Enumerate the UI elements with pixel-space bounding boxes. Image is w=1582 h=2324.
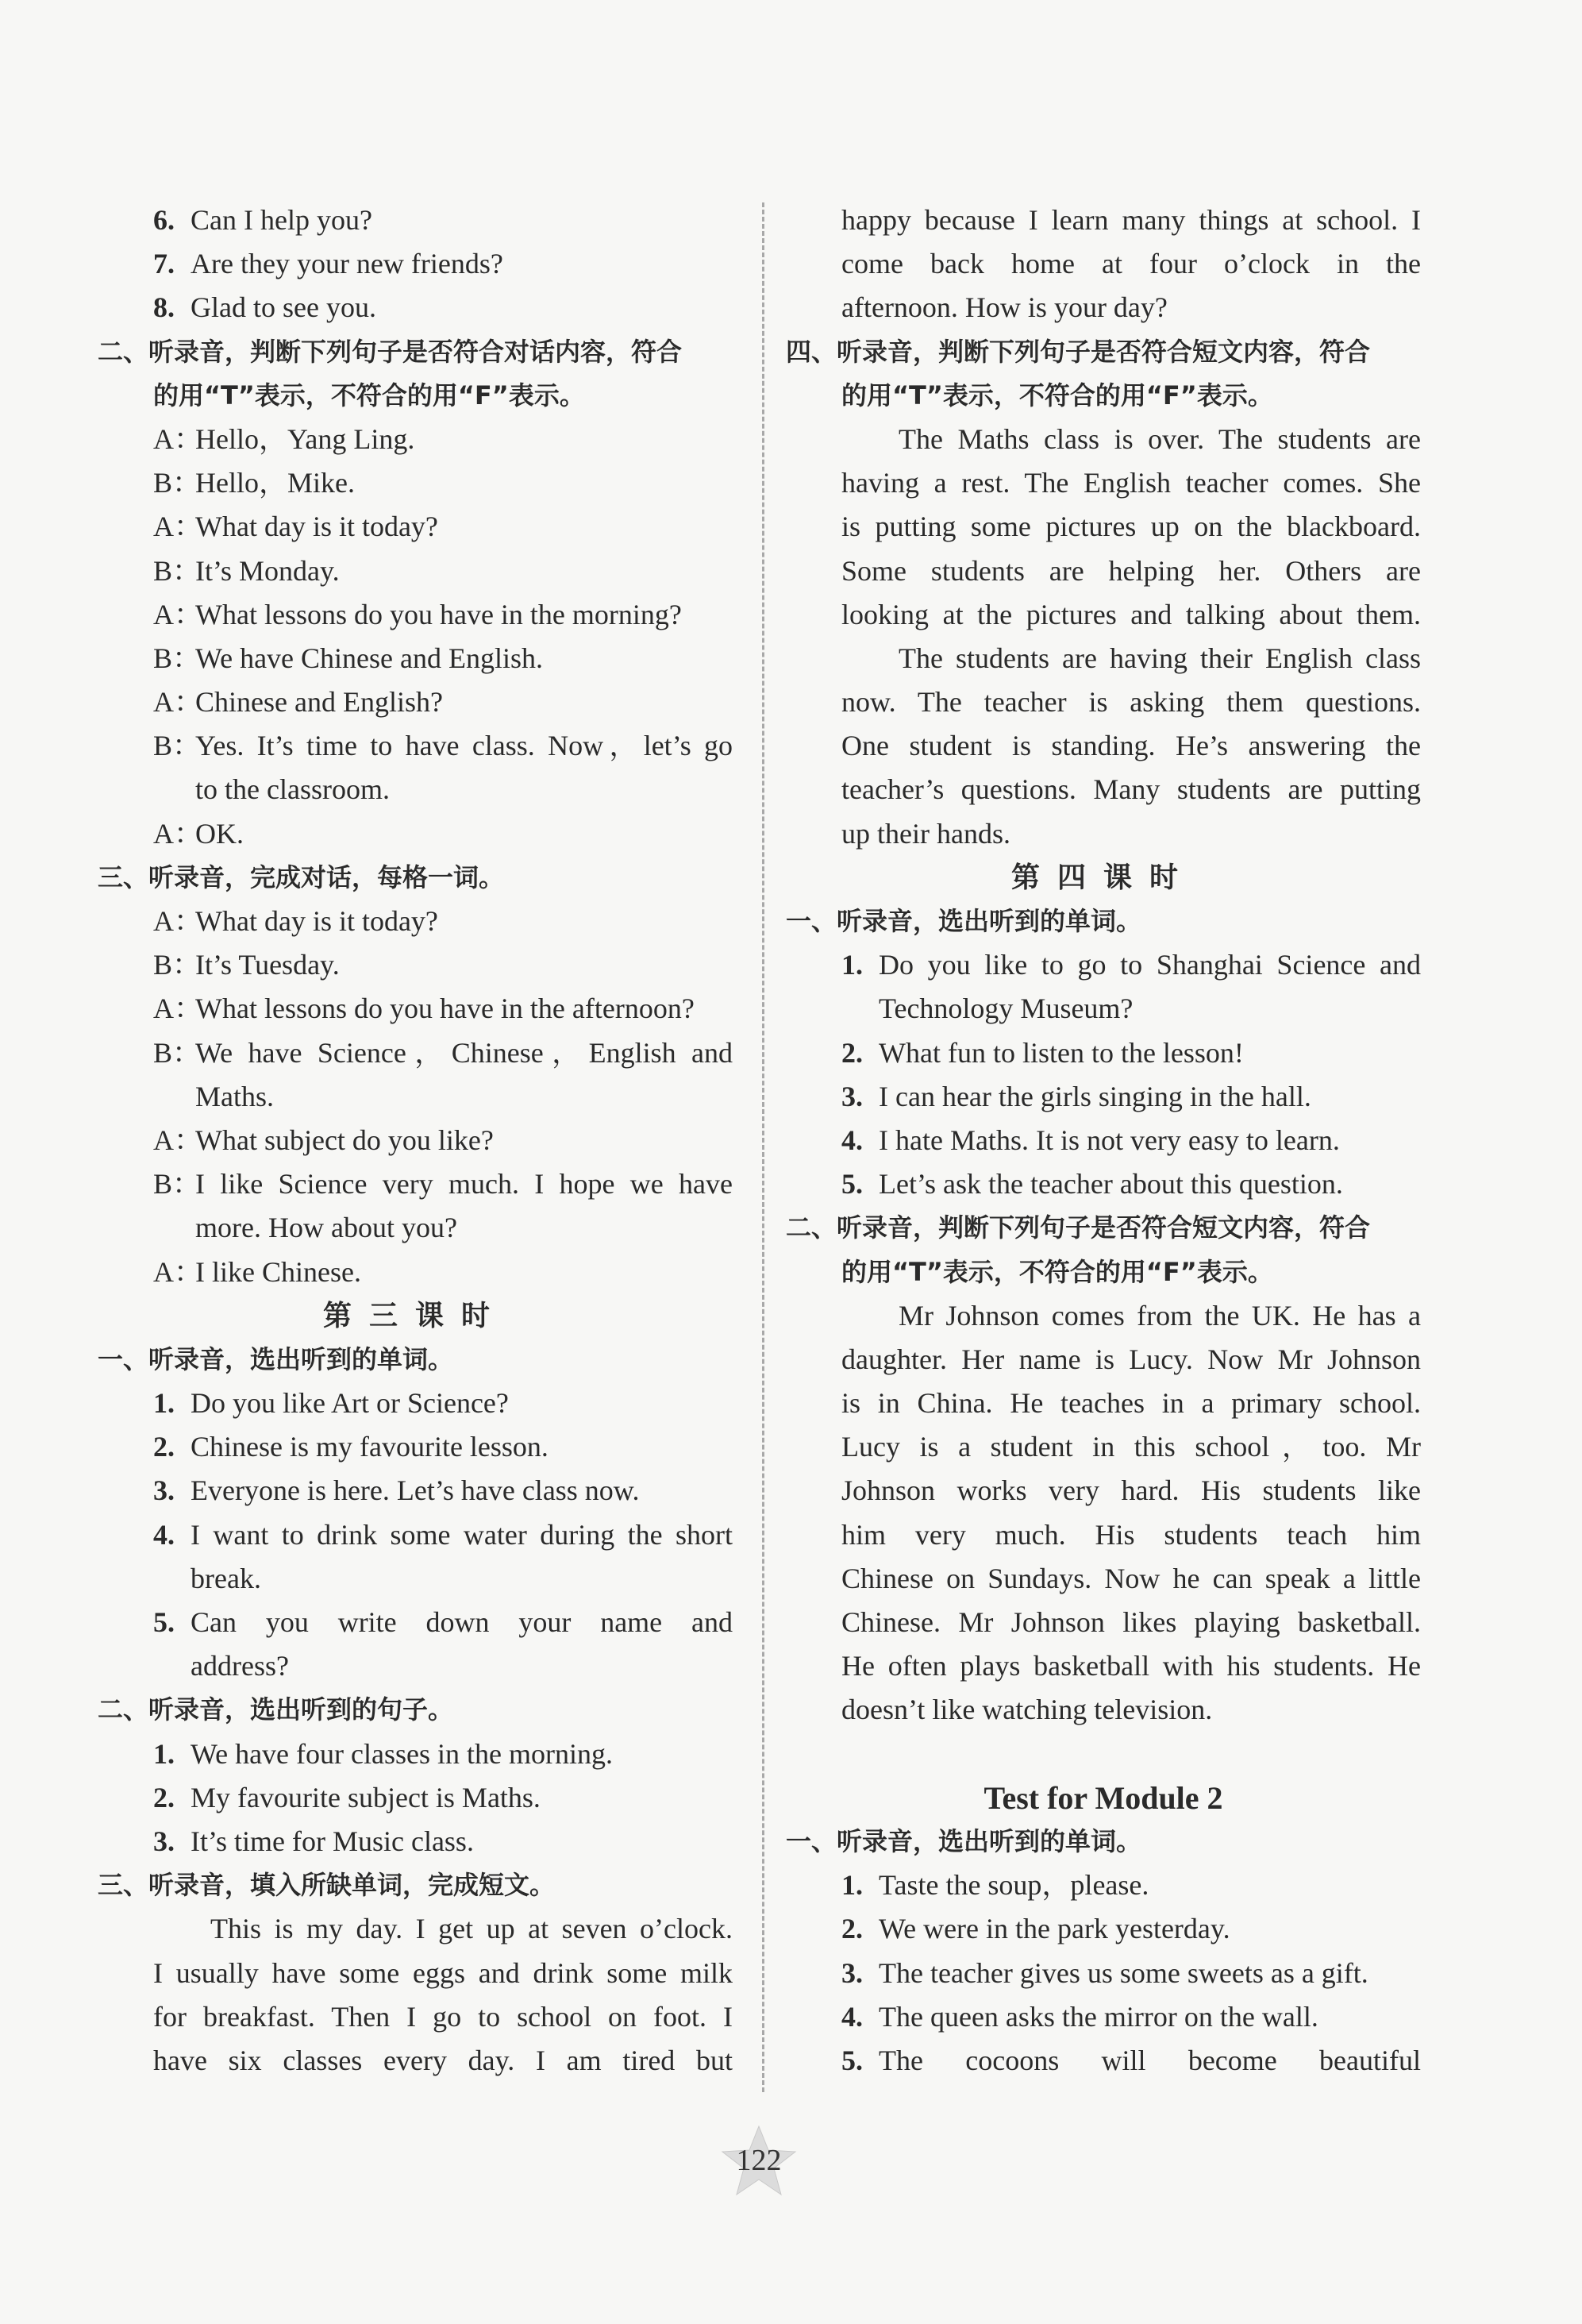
passage-line: Johnson works very hard. His students like (841, 1474, 1421, 1507)
page-number-badge (719, 2125, 799, 2196)
dialogue-line (98, 637, 733, 680)
item-number: 5. (841, 2044, 863, 2076)
speaker-label: A： (153, 422, 202, 455)
item-text: Glad to see you. (191, 291, 376, 324)
list-item (786, 1907, 1421, 1951)
dialogue-text: Hello，Yang Ling. (195, 422, 415, 455)
passage-line: Chinese. Mr Johnson likes playing basketball. (841, 1606, 1421, 1638)
list-item (98, 286, 733, 330)
dialogue-line (98, 768, 733, 811)
section-heading: 的用“T”表示，不符合的用“F”表示。 (841, 1256, 1273, 1287)
dialogue-text: I like Chinese. (195, 1255, 361, 1288)
dialogue-text: Chinese and English? (195, 686, 443, 719)
lesson-title: 第三课时 (322, 1299, 507, 1332)
passage-line: him very much. His students teach him (841, 1518, 1421, 1551)
item-text: Can I help you? (191, 204, 372, 236)
dialogue-line (98, 549, 733, 593)
right-column (786, 198, 1421, 2083)
item-text: Technology Museum? (879, 992, 1134, 1025)
passage-line: teacher’s questions. Many students are putting (841, 773, 1421, 806)
passage-line: One student is standing. He’s answering the (841, 730, 1421, 762)
dialogue-line (98, 461, 733, 505)
passage-line: afternoon. How is your day? (841, 291, 1168, 324)
speaker-label: A： (153, 992, 202, 1025)
dialogue-text: more. How about you? (195, 1212, 457, 1244)
speaker-label: B： (153, 554, 202, 587)
list-item (786, 1995, 1421, 2039)
passage-line: come back home at four o’clock in the (841, 248, 1421, 280)
item-text: Do you like Art or Science? (191, 1387, 509, 1420)
dialogue-line (98, 1206, 733, 1250)
list-item (786, 2039, 1421, 2083)
dialogue-text: What lessons do you have in the afternoon? (195, 992, 695, 1025)
item-number: 1. (841, 949, 863, 981)
dialogue-text: It’s Monday. (195, 554, 340, 587)
list-item (98, 1469, 733, 1513)
speaker-label: A： (153, 905, 202, 937)
item-number: 4. (841, 1123, 863, 1156)
item-text: What fun to listen to the lesson! (879, 1036, 1244, 1069)
dialogue-text: What day is it today? (195, 905, 438, 937)
column-divider (762, 202, 764, 2092)
dialogue-line (98, 943, 733, 987)
passage-line: for breakfast. Then I go to school on foot. I (153, 2000, 733, 2033)
item-number: 2. (153, 1431, 175, 1463)
list-item (98, 1732, 733, 1776)
item-number: 5. (153, 1606, 175, 1638)
item-number: 1. (841, 1869, 863, 1902)
item-number: 5. (841, 1168, 863, 1201)
speaker-label: A： (153, 1255, 202, 1288)
item-number: 3. (841, 1956, 863, 1989)
item-number: 8. (153, 291, 175, 324)
dialogue-line (98, 1031, 733, 1075)
item-number: 1. (153, 1737, 175, 1770)
dialogue-line (98, 505, 733, 549)
list-item (98, 1557, 733, 1601)
section-heading: 三、听录音，完成对话，每格一词。 (98, 861, 505, 892)
section-heading: 三、听录音，填入所缺单词，完成短文。 (98, 1870, 556, 1901)
passage-line: daughter. Her name is Lucy. Now Mr Johnson (841, 1343, 1421, 1375)
item-number: 2. (153, 1781, 175, 1813)
speaker-label: B： (153, 949, 202, 981)
passage-line: Chinese on Sundays. Now he can speak a little (841, 1562, 1421, 1594)
dialogue-text: I like Science very much. I hope we have (195, 1168, 733, 1201)
dialogue-line (98, 812, 733, 856)
dialogue-text: What day is it today? (195, 511, 438, 543)
item-number: 4. (841, 2000, 863, 2033)
item-text: Chinese is my favourite lesson. (191, 1431, 549, 1463)
passage-line: looking at the pictures and talking about them. (841, 598, 1421, 630)
list-item (98, 1382, 733, 1425)
section-heading: 的用“T”表示，不符合的用“F”表示。 (153, 380, 585, 410)
item-number: 6. (153, 204, 175, 236)
passage-line: Lucy is a student in this school，too. Mr (841, 1431, 1421, 1463)
passage-line: Some students are helping her. Others are (841, 554, 1421, 587)
section-heading: 一、听录音，选出听到的单词。 (98, 1343, 454, 1374)
list-item (98, 1425, 733, 1469)
item-text: Do you like to go to Shanghai Science and (879, 949, 1421, 981)
lesson-title: 第四课时 (1010, 861, 1195, 894)
list-item (786, 1952, 1421, 1995)
list-item (786, 1162, 1421, 1206)
passage-line: I usually have some eggs and drink some milk (153, 1956, 733, 1989)
test-title: Test for Module 2 (983, 1779, 1223, 1816)
speaker-label: B： (153, 730, 202, 762)
list-item (98, 1820, 733, 1863)
section-heading: 二、听录音，选出听到的句子。 (98, 1694, 454, 1725)
dialogue-line (98, 680, 733, 724)
section-heading: 四、听录音，判断下列句子是否符合短文内容，符合 (786, 336, 1371, 367)
item-text: We were in the park yesterday. (879, 1913, 1230, 1945)
item-text: The cocoons will become beautiful (879, 2044, 1421, 2076)
page-number: 122 (736, 2144, 782, 2177)
passage-line: Mr Johnson comes from the UK. He has a (899, 1299, 1421, 1332)
dialogue-line (98, 1119, 733, 1162)
speaker-label: B： (153, 467, 202, 499)
passage-line: up their hands. (841, 817, 1010, 850)
item-text: Can you write down your name and (191, 1606, 733, 1638)
passage-line: happy because I learn many things at school. I (841, 204, 1421, 236)
dialogue-line (98, 987, 733, 1031)
passage-line: is putting some pictures up on the blackboard. (841, 511, 1421, 543)
section-heading: 的用“T”表示，不符合的用“F”表示。 (841, 380, 1273, 410)
dialogue-text: Yes. It’s time to have class. Now，let’s go (195, 730, 733, 762)
item-text: I want to drink some water during the short (191, 1518, 733, 1551)
item-text: We have four classes in the morning. (191, 1737, 613, 1770)
item-text: I can hear the girls singing in the hall. (879, 1080, 1311, 1112)
dialogue-line (98, 900, 733, 943)
item-number: 4. (153, 1518, 175, 1551)
list-item (786, 1075, 1421, 1119)
dialogue-text: Hello，Mike. (195, 467, 355, 499)
dialogue-text: What lessons do you have in the morning? (195, 598, 682, 630)
passage-line: The Maths class is over. The students are (899, 422, 1421, 455)
list-item (98, 1513, 733, 1557)
speaker-label: B： (153, 642, 202, 674)
dialogue-text: We have Chinese and English. (195, 642, 543, 674)
passage-line: doesn’t like watching television. (841, 1694, 1213, 1726)
item-text: My favourite subject is Maths. (191, 1781, 541, 1813)
item-text: The teacher gives us some sweets as a gift. (879, 1956, 1368, 1989)
list-item (786, 987, 1421, 1031)
dialogue-text: We have Science，Chinese，English and (195, 1036, 733, 1069)
dialogue-line (98, 1162, 733, 1206)
dialogue-text: to the classroom. (195, 773, 390, 806)
left-column (98, 198, 733, 2083)
passage-line: This is my day. I get up at seven o’clock. (210, 1913, 733, 1945)
item-text: The queen asks the mirror on the wall. (879, 2000, 1318, 2033)
dialogue-line (98, 418, 733, 461)
speaker-label: B： (153, 1168, 202, 1201)
speaker-label: A： (153, 817, 202, 850)
item-text: I hate Maths. It is not very easy to learn. (879, 1123, 1340, 1156)
passage-line: He often plays basketball with his students. He (841, 1650, 1421, 1682)
item-text: Everyone is here. Let’s have class now. (191, 1474, 640, 1507)
speaker-label: A： (153, 598, 202, 630)
dialogue-text: What subject do you like? (195, 1123, 494, 1156)
list-item (98, 1776, 733, 1820)
passage-line: The students are having their English class (899, 642, 1421, 674)
speaker-label: B： (153, 1036, 202, 1069)
passage-line: having a rest. The English teacher comes. She (841, 467, 1421, 499)
section-heading: 二、听录音，判断下列句子是否符合对话内容，符合 (98, 336, 683, 367)
list-item (786, 1119, 1421, 1162)
item-text: break. (191, 1562, 261, 1594)
list-item (98, 242, 733, 286)
dialogue-line (98, 724, 733, 768)
item-number: 7. (153, 248, 175, 280)
item-number: 3. (841, 1080, 863, 1112)
item-number: 3. (153, 1825, 175, 1857)
section-heading: 二、听录音，判断下列句子是否符合短文内容，符合 (786, 1212, 1371, 1243)
item-number: 2. (841, 1913, 863, 1945)
item-number: 2. (841, 1036, 863, 1069)
speaker-label: A： (153, 1123, 202, 1156)
dialogue-line (98, 1251, 733, 1294)
passage-line: is in China. He teaches in a primary school. (841, 1387, 1421, 1420)
dialogue-line (98, 1075, 733, 1119)
list-item (98, 198, 733, 242)
dialogue-text: Maths. (195, 1080, 274, 1112)
item-text: address? (191, 1650, 289, 1682)
dialogue-line (98, 593, 733, 637)
item-text: It’s time for Music class. (191, 1825, 474, 1857)
speaker-label: A： (153, 511, 202, 543)
dialogue-text: It’s Tuesday. (195, 949, 340, 981)
item-number: 3. (153, 1474, 175, 1507)
section-heading: 一、听录音，选出听到的单词。 (786, 906, 1142, 936)
list-item (98, 1644, 733, 1688)
item-text: Let’s ask the teacher about this question. (879, 1168, 1343, 1201)
dialogue-text: OK. (195, 817, 244, 850)
list-item (786, 1031, 1421, 1075)
list-item (98, 1601, 733, 1644)
item-text: Taste the soup，please. (879, 1869, 1149, 1902)
spacer (786, 1732, 1421, 1776)
passage-line: now. The teacher is asking them questions. (841, 686, 1421, 719)
speaker-label: A： (153, 686, 202, 719)
passage-line: have six classes every day. I am tired but (153, 2044, 733, 2076)
list-item (786, 1863, 1421, 1907)
section-heading: 一、听录音，选出听到的单词。 (786, 1825, 1142, 1856)
item-text: Are they your new friends? (191, 248, 503, 280)
item-number: 1. (153, 1387, 175, 1420)
list-item (786, 943, 1421, 987)
